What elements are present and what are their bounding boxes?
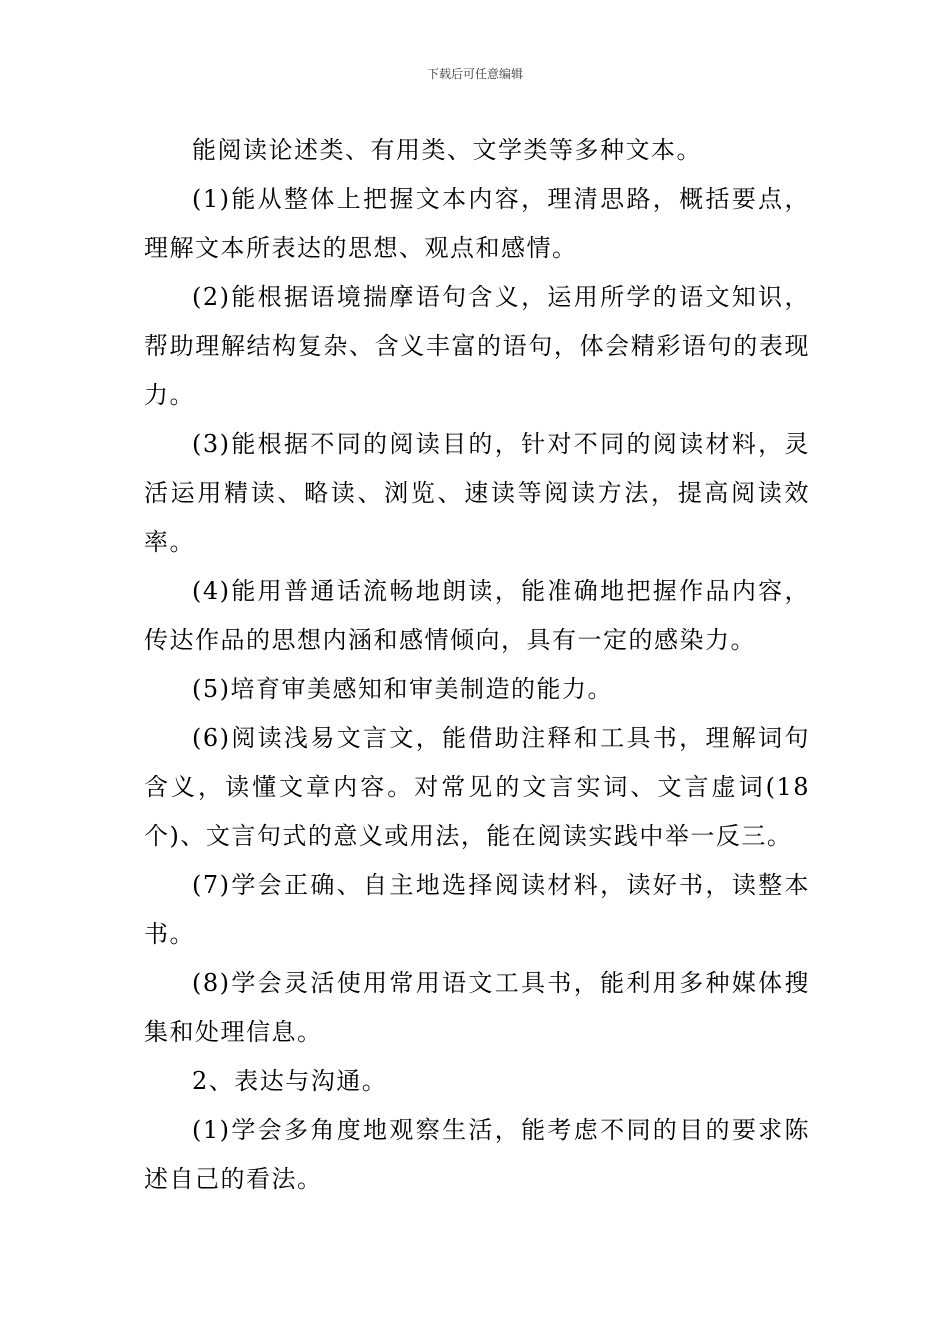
paragraph-item-3: (3)能根据不同的阅读目的，针对不同的阅读材料，灵活运用精读、略读、浏览、速读等阅读方法，提高阅读效率。 [144, 430, 810, 556]
paragraph-item-4: (4)能用普通话流畅地朗读，能准确地把握作品内容，传达作品的思想内涵和感情倾向，具有一定的感染力。 [144, 577, 810, 654]
section-heading-expression: 2、表达与沟通。 [192, 1067, 388, 1095]
paragraph-item-8: (8)学会灵活使用常用语文工具书，能利用多种媒体搜集和处理信息。 [144, 969, 810, 1046]
paragraph-item-2: (2)能根据语境揣摩语句含义，运用所学的语文知识，帮助理解结构复杂、含义丰富的语句，体会精彩语句的表现力。 [144, 283, 810, 409]
header-note: 下载后可任意编辑 [426, 67, 523, 81]
paragraph-item-1: (1)能从整体上把握文本内容，理清思路，概括要点，理解文本所表达的思想、观点和感情。 [144, 185, 810, 262]
paragraph-item-6: (6)阅读浅易文言文，能借助注释和工具书，理解词句含义，读懂文章内容。对常见的文言实词、文言虚词(18个)、文言句式的意义或用法，能在阅读实践中举一反三。 [144, 724, 810, 850]
paragraph-expression-item-1: (1)学会多角度地观察生活，能考虑不同的目的要求陈述自己的看法。 [144, 1116, 810, 1193]
paragraph-item-5: (5)培育审美感知和审美制造的能力。 [192, 675, 613, 703]
paragraph-item-7: (7)学会正确、自主地选择阅读材料，读好书，读整本书。 [144, 871, 810, 948]
document-body [144, 126, 810, 1204]
paragraph-intro: 能阅读论述类、有用类、文学类等多种文本。 [192, 136, 702, 164]
